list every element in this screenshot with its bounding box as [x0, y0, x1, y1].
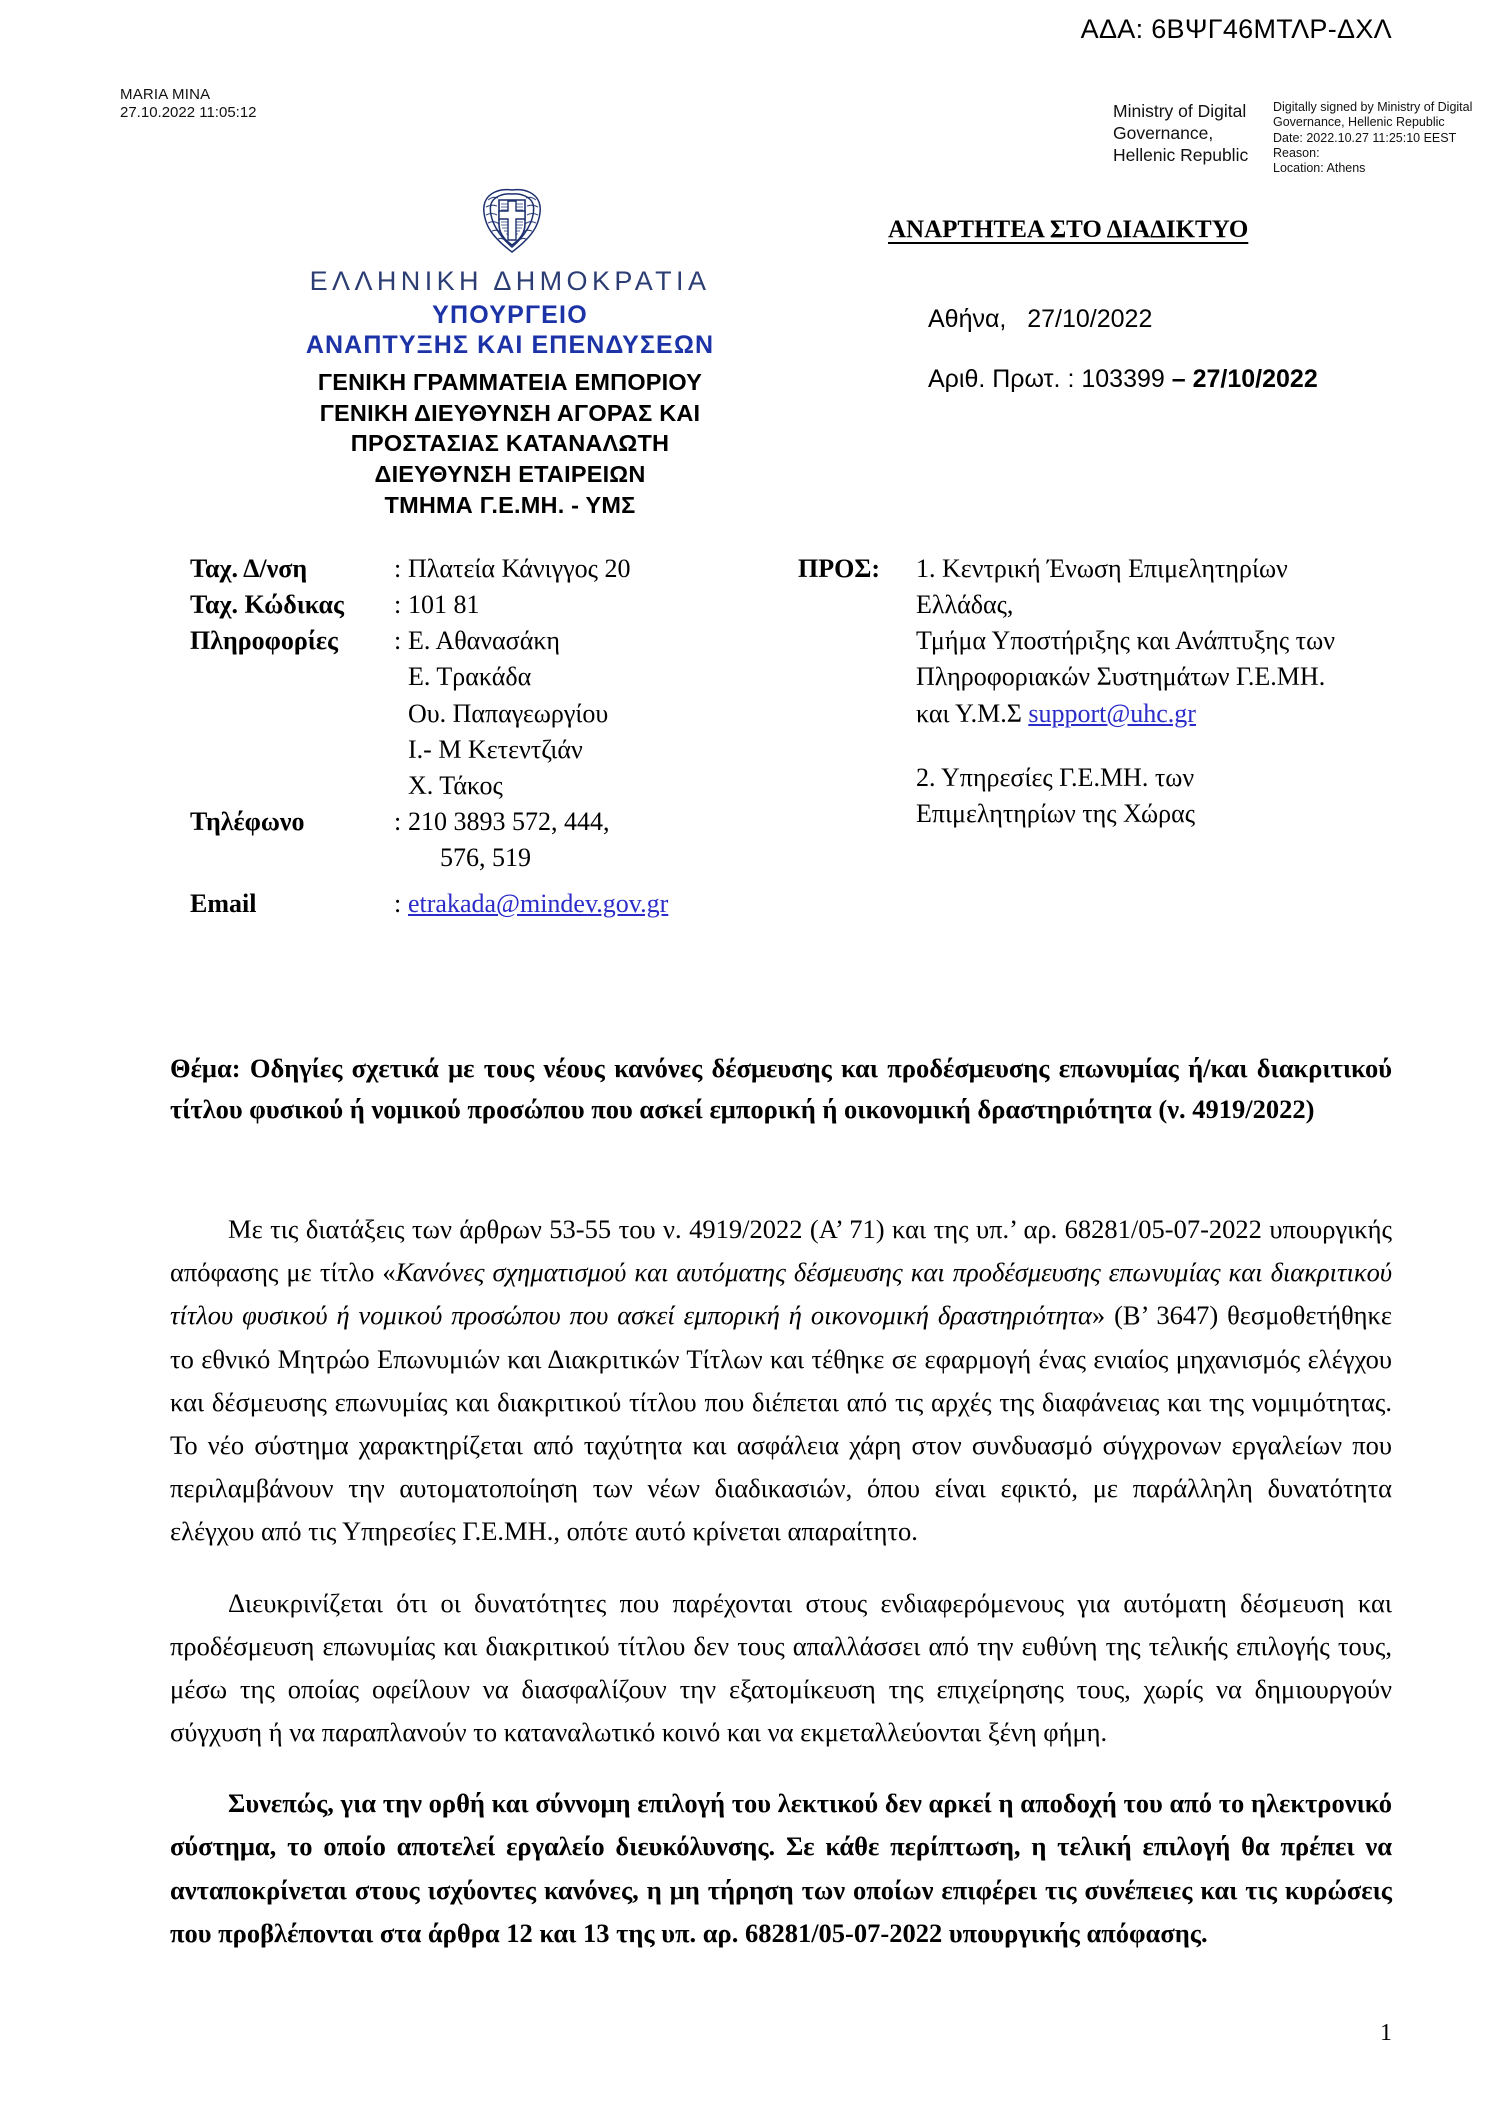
recipient-line: 1. Κεντρική Ένωση Επιμελητηρίων: [916, 554, 1288, 583]
ada-stamp: ΑΔΑ: 6ΒΨΓ46ΜΤΛΡ-ΔΧΛ: [1080, 14, 1392, 44]
info-value: Ι.- Μ Κετεντζιάν: [408, 734, 583, 764]
protocol-dash: –: [1171, 365, 1186, 393]
protocol-number: 103399: [1081, 365, 1165, 393]
protocol-date: 27/10/2022: [1192, 365, 1318, 393]
body-text: [170, 1208, 1392, 1983]
recipient-email-prefix: και Υ.Μ.Σ: [916, 698, 1029, 728]
digital-signature-signed-by: Digitally signed by Ministry of Digital Governance, Hellenic Republic: [1273, 100, 1473, 130]
digital-signature-details: [1273, 100, 1485, 176]
contact-row-phone: [190, 804, 750, 840]
paragraph-1-part2: » (Β’ 3647) θεσμοθετήθηκε το εθνικό Μητρώο Επωνυμιών και Διακριτικών Τίτλων και τέθηκε σε εφαρμογή ένας ενιαίος μηχανισμός ελέγχου και δέσμευσης επωνυμίας και διακριτικού τίτλου που διέπεται από τις αρχές της διαφάνειας και της νομιμότητας. Το νέο σύστημα χαρακτηρίζεται από ταχύτητα και ασφάλεια χάρη στον συνδυασμό σύγχρονων εργαλείων που περιλαμβάνουν την αυτοματοποίηση των νέων διαδικασιών, όπου είναι εφικτό, με παράλληλη δυνατότητα ελέγχου από τις Υπηρεσίες Γ.Ε.ΜΗ., οπότε αυτό κρίνεται απαραίτητο.: [170, 1300, 1393, 1547]
letterhead-ministry-line2: ΑΝΑΠΤΥΞΗΣ ΚΑΙ ΕΠΕΝΔΥΣΕΩΝ: [305, 330, 715, 359]
publish-notice: ΑΝΑΡΤΗΤΕΑ ΣΤΟ ΔΙΑΔΙΚΤΥΟ: [888, 216, 1249, 243]
letterhead-units: [140, 367, 880, 521]
letterhead-unit: ΓΕΝΙΚΗ ΔΙΕΥΘΥΝΣΗ ΑΓΟΡΑΣ ΚΑΙ: [319, 399, 701, 426]
paragraph-1-part1: Με τις διατάξεις των άρθρων 53-55 του ν. 4919/2022 (Α’ 71) και της υπ.’ αρ. 68281/05-07-2022 υπουργικής απόφασης με τίτλο «: [170, 1214, 1392, 1288]
phone-value-continued: 576, 519: [440, 843, 531, 872]
recipient-email-link[interactable]: support@uhc.gr: [1028, 698, 1196, 728]
info-value: Ε. Αθανασάκη: [408, 626, 561, 656]
letterhead-ministry-line1: ΥΠΟΥΡΓΕΙΟ: [432, 300, 588, 329]
recipients-label: ΠΡΟΣ:: [798, 554, 880, 583]
letterhead-republic: ΕΛΛΗΝΙΚΗ ΔΗΜΟΚΡΑΤΙΑ: [309, 266, 711, 296]
phone-label: Τηλέφωνο: [190, 806, 305, 836]
protocol-label: Αριθ. Πρωτ. :: [928, 365, 1075, 393]
letterhead-unit: ΠΡΟΣΤΑΣΙΑΣ ΚΑΤΑΝΑΛΩΤΗ: [350, 430, 670, 457]
letterhead-unit: ΓΕΝΙΚΗ ΓΡΑΜΜΑΤΕΙΑ ΕΜΠΟΡΙΟΥ: [317, 368, 703, 395]
email-label: Email: [190, 889, 257, 919]
visa-stamp-name: MARIA MINA: [120, 86, 211, 103]
paragraph-1: [170, 1208, 1392, 1554]
letterhead-unit: ΔΙΕΥΘΥΝΣΗ ΕΤΑΙΡΕΙΩΝ: [374, 461, 646, 488]
contact-row-postcode: [190, 587, 750, 623]
paragraph-2: Διευκρινίζεται ότι οι δυνατότητες που παρέχονται στους ενδιαφερόμενους για αυτόματη δέσμευση και προδέσμευση επωνυμίας και διακριτικού τίτλου δεν τους απαλλάσσει από την ευθύνη της τελικής επιλογής τους, μέσω της οποίας οφείλουν να διασφαλίζουν την εξατομίκευση της επιχείρησης τους, χωρίς να δημιουργούν σύγχυση ή να παραπλανούν το καταναλωτικό κοινό και να εκμεταλλεύονται ξένη φήμη.: [170, 1587, 1392, 1748]
email-value-wrap: : etrakada@mindev.gov.gr: [394, 889, 669, 919]
recipients-block: [798, 551, 1438, 832]
digital-signature-reason: Reason:: [1273, 145, 1320, 160]
postcode-label: Ταχ. Κώδικας: [190, 590, 344, 620]
recipients-spacer: [916, 732, 1438, 760]
phone-value-wrap: : 210 3893 572, 444,: [394, 806, 610, 836]
city-date-line: [928, 305, 1152, 334]
city-label: Αθήνα,: [928, 305, 1007, 333]
contact-row-address: [190, 551, 750, 587]
digital-signature-date: Date: 2022.10.27 11:25:10 EEST: [1273, 130, 1457, 145]
info-value-wrap: : Ε. Αθανασάκη: [394, 626, 561, 656]
recipient-line: Επιμελητηρίων της Χώρας: [916, 798, 1196, 828]
address-label: Ταχ. Δ/νση: [190, 554, 308, 583]
email-link[interactable]: etrakada@mindev.gov.gr: [408, 889, 669, 919]
contact-block: [190, 551, 750, 922]
visa-stamp-timestamp: 27.10.2022 11:05:12: [120, 104, 257, 122]
city-date: 27/10/2022: [1027, 305, 1153, 333]
subject-block: [170, 1048, 1392, 1130]
subject-text: Οδηγίες σχετικά με τους νέους κανόνες δέσμευσης και προδέσμευσης επωνυμίας ή/και διακριτικού τίτλου φυσικού ή νομικού προσώπου που ασκεί εμπορική ή οικονομική δραστηριότητα (ν. 4919/2022): [170, 1053, 1392, 1124]
letterhead-unit: ΤΜΗΜΑ Γ.Ε.ΜΗ. - ΥΜΣ: [384, 491, 636, 518]
recipient-line: Πληροφοριακών Συστημάτων Γ.Ε.ΜΗ.: [916, 662, 1326, 692]
info-value: Ου. Παπαγεωργίου: [408, 698, 609, 728]
address-value-wrap: : Πλατεία Κάνιγγος 20: [394, 554, 631, 583]
info-value: Ε. Τρακάδα: [408, 662, 532, 692]
recipient-line-with-email: [916, 696, 1438, 732]
digital-signature-title: Ministry of Digital Governance, Hellenic Republic: [1113, 101, 1249, 166]
contact-row-email: [190, 886, 750, 922]
info-label: Πληροφορίες: [190, 626, 338, 656]
paragraph-1-italic: Κανόνες σχηματισμού και αυτόματης δέσμευσης και προδέσμευσης επωνυμίας και διακριτικού τίτλου φυσικού ή νομικού προσώπου που ασκεί εμπορική ή οικονομική δραστηριότητα: [170, 1257, 1392, 1331]
hellenic-republic-emblem-icon: [476, 182, 548, 258]
info-value: Χ. Τάκος: [408, 770, 503, 800]
recipient-line: Τμήμα Υποστήριξης και Ανάπτυξης των: [916, 626, 1335, 656]
phone-value: 210 3893 572, 444,: [408, 806, 610, 836]
digital-signature-location: Location: Athens: [1273, 161, 1366, 175]
postcode-value-wrap: : 101 81: [394, 590, 480, 620]
recipients-body: [798, 551, 1438, 832]
digital-signature-block: [1113, 100, 1493, 176]
subject-label: Θέμα:: [170, 1053, 241, 1083]
address-value: Πλατεία Κάνιγγος 20: [408, 554, 631, 583]
paragraph-3: Συνεπώς, για την ορθή και σύννομη επιλογή του λεκτικού δεν αρκεί η αποδοχή του από το ηλεκτρονικό σύστημα, το οποίο αποτελεί εργαλείο διευκόλυνσης. Σε κάθε περίπτωση, η τελική επιλογή θα πρέπει να ανταποκρίνεται στους ισχύοντες κανόνες, η μη τήρηση των οποίων επιφέρει τις συνέπειες και τις κυρώσεις που προβλέπονται στα άρθρα 12 και 13 της υπ. αρ. 68281/05-07-2022 υπουργικής απόφασης.: [170, 1788, 1392, 1948]
page-number: 1: [1380, 2020, 1392, 2046]
protocol-line: [928, 365, 1318, 394]
postcode-value: 101 81: [408, 590, 480, 620]
recipient-line: Ελλάδας,: [916, 590, 1014, 620]
letterhead: [140, 266, 880, 521]
visa-stamp: [120, 86, 257, 123]
recipient-line: 2. Υπηρεσίες Γ.Ε.ΜΗ. των: [916, 762, 1195, 792]
contact-row-info: [190, 623, 750, 659]
